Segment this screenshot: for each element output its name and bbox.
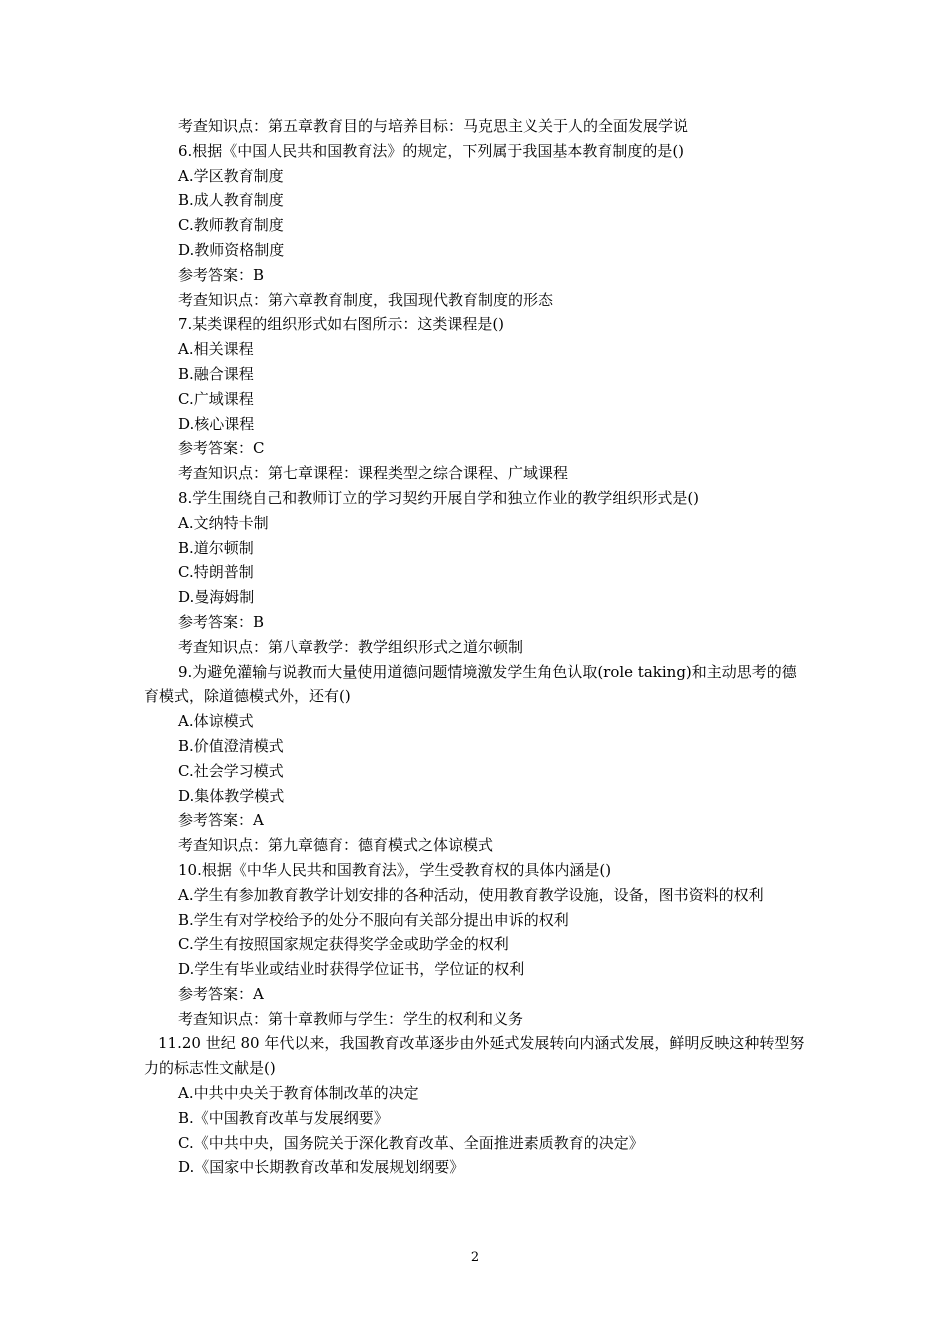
knowledge-point-q9: 考查知识点：第九章德育：德育模式之体谅模式 <box>178 836 494 855</box>
question-7: 7.某类课程的组织形式如右图所示：这类课程是() <box>178 315 505 334</box>
knowledge-point-q8: 考查知识点：第八章教学：教学组织形式之道尔顿制 <box>178 637 524 656</box>
option-d: D.核心课程 <box>178 414 255 433</box>
option-b: B.《中国教育改革与发展纲要》 <box>178 1108 389 1127</box>
option-b: B.价值澄清模式 <box>178 736 284 755</box>
option-a: A.中共中央关于教育体制改革的决定 <box>178 1084 419 1103</box>
option-a: A.相关课程 <box>178 340 254 359</box>
question-10: 10.根据《中华人民共和国教育法》，学生受教育权的具体内涵是() <box>178 860 612 879</box>
option-d: D.《国家中长期教育改革和发展规划纲要》 <box>178 1158 465 1177</box>
option-a: A.文纳特卡制 <box>178 513 269 532</box>
option-b: B.道尔顿制 <box>178 538 254 557</box>
question-11: 11.20 世纪 80 年代以来，我国教育改革逐步由外延式发展转向内涵式发展，鲜明反映这种转型努力的标志性文献是() <box>144 1034 805 1078</box>
option-c: C.《中共中央，国务院关于深化教育改革、全面推进素质教育的决定》 <box>178 1133 644 1152</box>
option-c: C.社会学习模式 <box>178 761 284 780</box>
option-a: A.体谅模式 <box>178 712 254 731</box>
answer-q10: 参考答案：A <box>178 984 264 1003</box>
page-content <box>144 114 808 1180</box>
option-c: C.特朗普制 <box>178 563 254 582</box>
answer-q8: 参考答案：B <box>178 612 265 631</box>
option-c: C.广域课程 <box>178 389 254 408</box>
option-d: D.教师资格制度 <box>178 240 285 259</box>
knowledge-point-q6: 考查知识点：第六章教育制度，我国现代教育制度的形态 <box>178 290 554 309</box>
answer-q7: 参考答案：C <box>178 439 265 458</box>
option-b: B.成人教育制度 <box>178 191 284 210</box>
option-b: B.融合课程 <box>178 364 254 383</box>
question-9: 9.为避免灌输与说教而大量使用道德问题情境激发学生角色认取(role taking)和主动思考的德育模式，除道德模式外，还有() <box>144 662 797 706</box>
question-8: 8.学生围绕自己和教师订立的学习契约开展自学和独立作业的教学组织形式是() <box>178 488 700 507</box>
option-b: B.学生有对学校给予的处分不服向有关部分提出申诉的权利 <box>178 910 569 929</box>
question-6: 6.根据《中国人民共和国教育法》的规定，下列属于我国基本教育制度的是() <box>178 141 685 160</box>
answer-q6: 参考答案：B <box>178 265 265 284</box>
answer-q9: 参考答案：A <box>178 811 264 830</box>
knowledge-point-q10: 考查知识点：第十章教师与学生：学生的权利和义务 <box>178 1009 524 1028</box>
option-d: D.学生有毕业或结业时获得学位证书，学位证的权利 <box>178 960 525 979</box>
option-a: A.学生有参加教育教学计划安排的各种活动，使用教育教学设施，设备，图书资料的权利 <box>178 885 764 904</box>
option-c: C.教师教育制度 <box>178 216 284 235</box>
option-c: C.学生有按照国家规定获得奖学金或助学金的权利 <box>178 935 509 954</box>
knowledge-point-q7: 考查知识点：第七章课程：课程类型之综合课程、广域课程 <box>178 464 569 483</box>
option-d: D.曼海姆制 <box>178 588 255 607</box>
option-d: D.集体教学模式 <box>178 786 285 805</box>
knowledge-point-q5: 考查知识点：第五章教育目的与培养目标：马克思主义关于人的全面发展学说 <box>178 117 689 135</box>
option-a: A.学区教育制度 <box>178 166 284 185</box>
page-number: 2 <box>470 1250 480 1265</box>
